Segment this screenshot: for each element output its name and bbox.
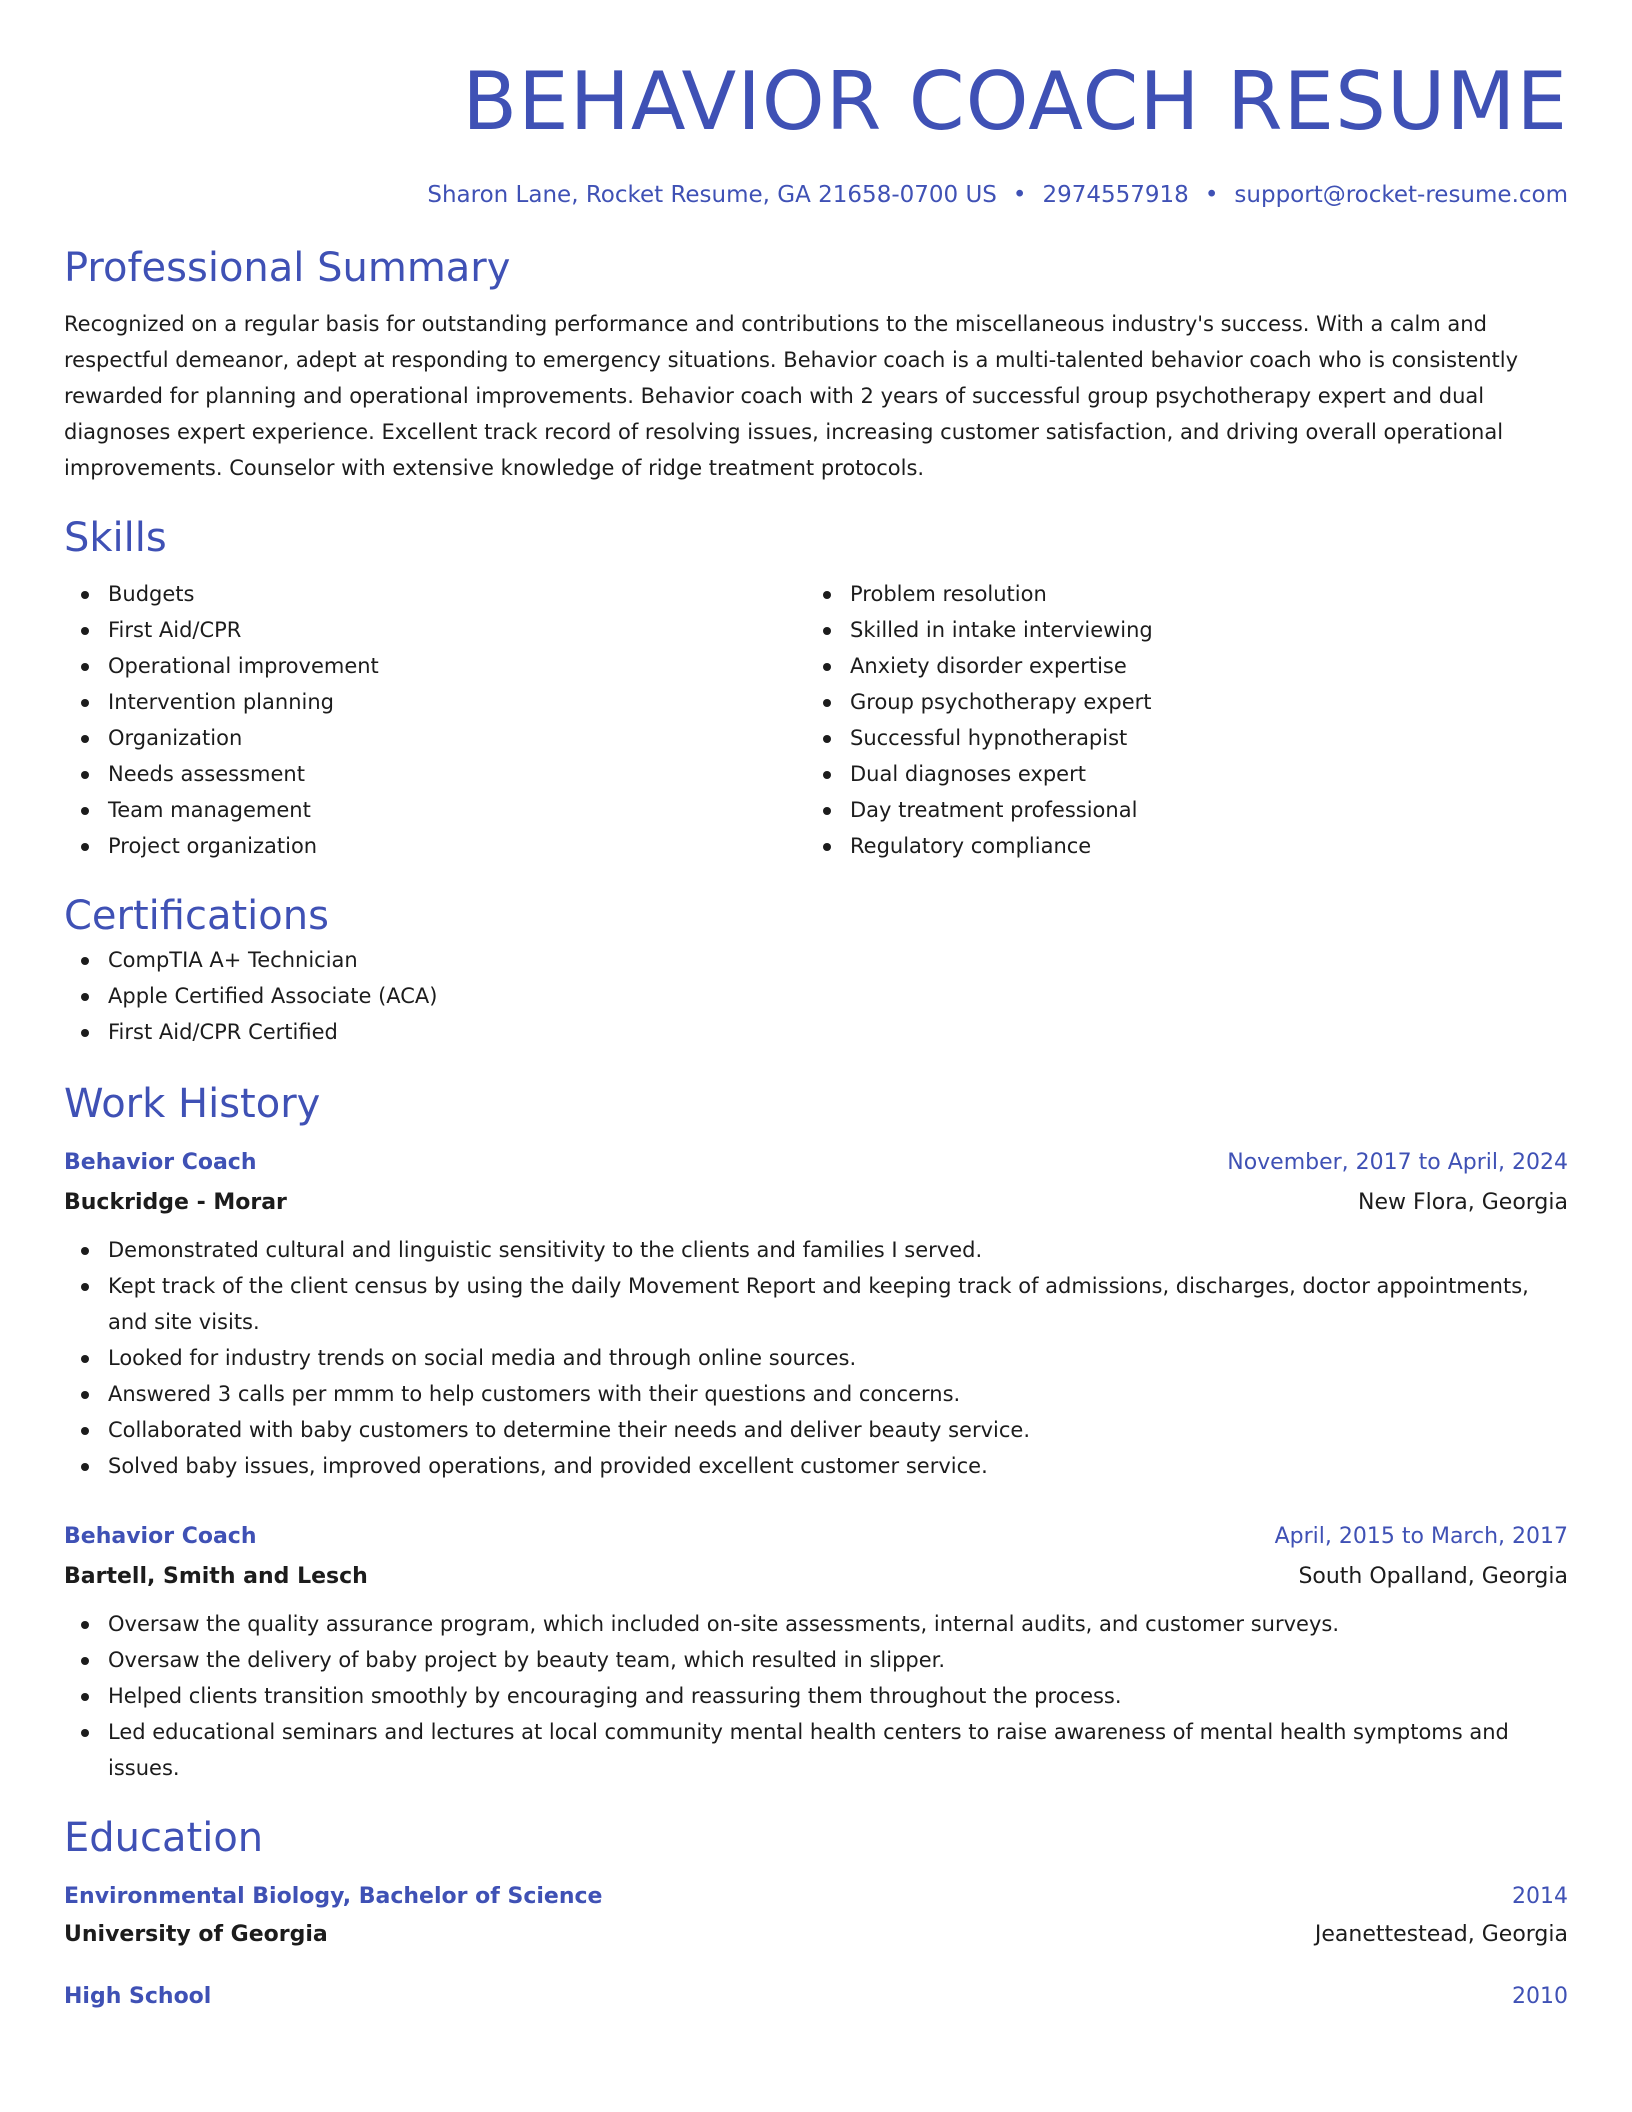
skill-item: Dual diagnoses expert <box>806 756 1548 792</box>
job-dates: November, 2017 to April, 2024 <box>1227 1150 1568 1175</box>
job-bullets <box>64 1232 1568 1484</box>
job-bullet: Oversaw the delivery of baby project by beauty team, which resulted in slipper. <box>64 1642 1568 1678</box>
job-bullet: Kept track of the client census by using the daily Movement Report and keeping track of admissions, discharges, doctor appointments, and site visits. <box>64 1268 1568 1340</box>
job-company-row <box>64 1562 1568 1592</box>
skill-item: Group psychotherapy expert <box>806 684 1548 720</box>
job-bullet: Helped clients transition smoothly by encouraging and reassuring them throughout the process. <box>64 1678 1568 1714</box>
skill-item: Skilled in intake interviewing <box>806 612 1548 648</box>
education-degree-row <box>64 1982 1568 2012</box>
skills-list-left <box>64 576 806 864</box>
job-bullet: Oversaw the quality assurance program, which included on-site assessments, internal audits, and customer surveys. <box>64 1606 1568 1642</box>
job-location: South Opalland, Georgia <box>1298 1564 1568 1589</box>
education-location: Jeanettestead, Georgia <box>1314 1922 1568 1947</box>
education-degree-row <box>64 1882 1568 1912</box>
job-company: Buckridge - Morar <box>64 1190 287 1215</box>
skills-column-left <box>64 576 806 864</box>
skills-column-right <box>806 576 1548 864</box>
job-bullet: Led educational seminars and lectures at local community mental health centers to raise awareness of mental health symptoms and issues. <box>64 1714 1568 1786</box>
skill-item: Operational improvement <box>64 648 806 684</box>
work-history-heading: Work History <box>64 1081 321 1127</box>
skill-item: Day treatment professional <box>806 792 1548 828</box>
contact-phone: 2974557918 <box>1042 182 1189 208</box>
job-title-row <box>64 1522 1568 1552</box>
skill-item: First Aid/CPR <box>64 612 806 648</box>
job-company: Bartell, Smith and Lesch <box>64 1564 368 1589</box>
job-bullet: Solved baby issues, improved operations, and provided excellent customer service. <box>64 1448 1568 1484</box>
skill-item: Successful hypnotherapist <box>806 720 1548 756</box>
skill-item: Intervention planning <box>64 684 806 720</box>
job-company-row <box>64 1188 1568 1218</box>
skills-list-right <box>806 576 1548 864</box>
job-entry <box>64 1148 1568 1484</box>
job-bullet: Answered 3 calls per mmm to help customers with their questions and concerns. <box>64 1376 1568 1412</box>
certification-item: Apple Certified Associate (ACA) <box>64 978 1568 1014</box>
skill-item: Problem resolution <box>806 576 1548 612</box>
certification-item: CompTIA A+ Technician <box>64 942 1568 978</box>
job-bullet: Collaborated with baby customers to determine their needs and deliver beauty service. <box>64 1412 1568 1448</box>
job-title: Behavior Coach <box>64 1150 257 1175</box>
skill-item: Project organization <box>64 828 806 864</box>
job-bullet: Looked for industry trends on social media and through online sources. <box>64 1340 1568 1376</box>
resume-title: BEHAVIOR COACH RESUME <box>462 55 1568 148</box>
certifications-list <box>64 942 1568 1050</box>
skill-item: Needs assessment <box>64 756 806 792</box>
job-entry <box>64 1522 1568 1786</box>
contact-separator: • <box>1204 182 1219 208</box>
job-location: New Flora, Georgia <box>1358 1190 1568 1215</box>
education-entry <box>64 1982 1568 2012</box>
job-bullet: Demonstrated cultural and linguistic sensitivity to the clients and families I served. <box>64 1232 1568 1268</box>
contact-separator: • <box>1012 182 1027 208</box>
contact-address: Sharon Lane, Rocket Resume, GA 21658-0700 US <box>427 182 997 208</box>
job-bullets <box>64 1606 1568 1786</box>
skill-item: Anxiety disorder expertise <box>806 648 1548 684</box>
skill-item: Regulatory compliance <box>806 828 1548 864</box>
education-entry <box>64 1882 1568 1950</box>
skill-item: Organization <box>64 720 806 756</box>
education-year: 2014 <box>1512 1884 1568 1909</box>
education-heading: Education <box>64 1815 264 1861</box>
contact-email: support@rocket-resume.com <box>1234 182 1568 208</box>
skills-grid <box>64 576 1568 864</box>
skills-heading: Skills <box>64 515 167 561</box>
education-degree: High School <box>64 1984 212 2009</box>
summary-text: Recognized on a regular basis for outstanding performance and contributions to the miscellaneous industry's success. With a calm and respectful demeanor, adept at responding to emergency situations. Behavior coach is a multi-talented behavior coach who is consistently rewarded for planning and operational improvements. Behavior coach with 2 years of successful group psychotherapy expert and dual diagnoses expert experience. Excellent track record of resolving issues, increasing customer satisfaction, and driving overall operational improvements. Counselor with extensive knowledge of ridge treatment protocols. <box>64 312 1519 480</box>
summary-heading: Professional Summary <box>64 245 511 291</box>
contact-line <box>64 180 1568 210</box>
education-school-row <box>64 1920 1568 1950</box>
certification-item: First Aid/CPR Certified <box>64 1014 1568 1050</box>
skill-item: Team management <box>64 792 806 828</box>
certifications-heading: Certifications <box>64 893 329 939</box>
skill-item: Budgets <box>64 576 806 612</box>
job-title-row <box>64 1148 1568 1178</box>
job-dates: April, 2015 to March, 2017 <box>1274 1524 1568 1549</box>
education-year: 2010 <box>1512 1984 1568 2009</box>
education-degree: Environmental Biology, Bachelor of Science <box>64 1884 603 1909</box>
education-school: University of Georgia <box>64 1922 328 1947</box>
job-title: Behavior Coach <box>64 1524 257 1549</box>
